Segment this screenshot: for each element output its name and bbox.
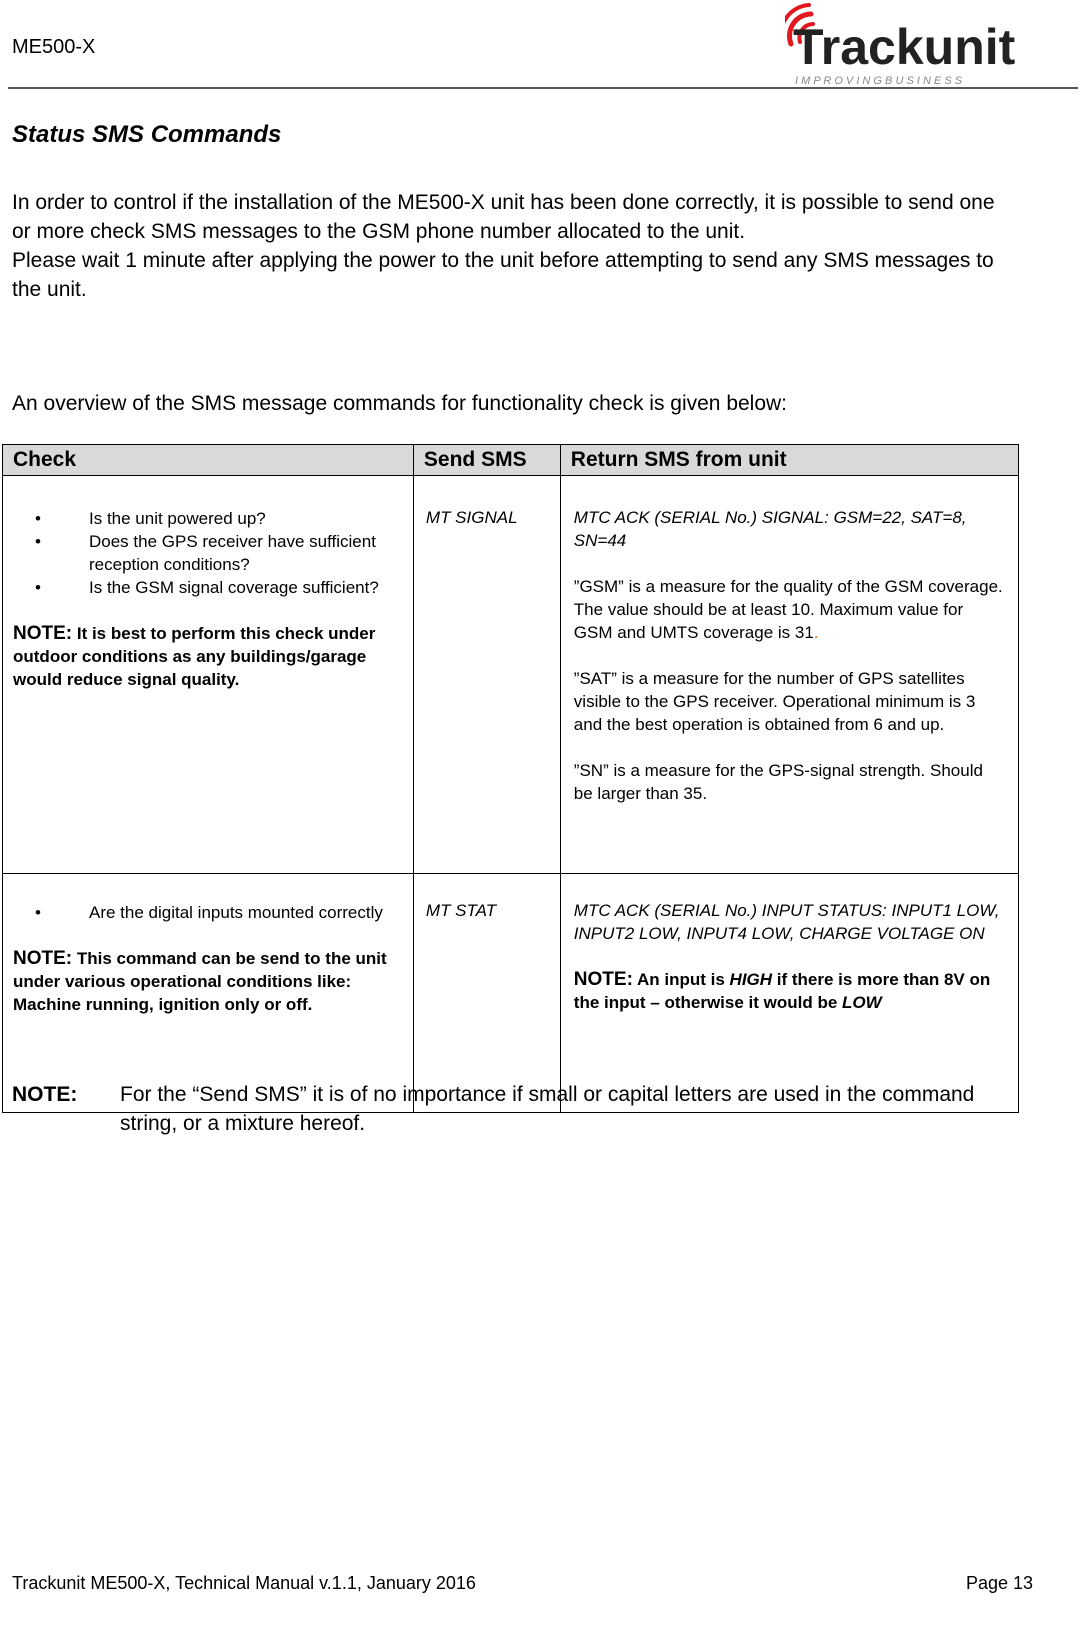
list-item: • Is the GSM signal coverage sufficient? [35,578,379,597]
header-check: Check [3,445,414,476]
return-sms-cell [560,476,1018,874]
send-sms-command: MT STAT [413,874,560,1113]
page-title: Status SMS Commands [12,121,282,148]
page-number: Page 13 [965,1573,1033,1593]
return-command: MTC ACK (SERIAL No.) SIGNAL: GSM=22, SAT=8, SN=44 [573,508,967,550]
footer-document-info: Trackunit ME500-X, Technical Manual v.1.1, January 2016 [12,1573,476,1593]
return-sms-cell [560,874,1018,1113]
check-cell [3,874,414,1113]
sat-description: ”SAT” is a measure for the number of GPS satellites visible to the GPS receiver. Operational minimum is 3 and the best operation is obtained from 6 and up. [573,669,976,734]
gsm-description: ”GSM” is a measure for the quality of the GSM coverage. The value should be at least 10. Maximum value for GSM and UMTS coverage is 31. [573,577,1003,642]
input-note: NOTE: An input is HIGH if there is more than 8V on the input – otherwise it would be LOW [573,969,991,1012]
table-row [3,476,1019,874]
trackunit-logo [785,2,1077,88]
bottom-note [12,1080,1012,1138]
list-item: • Are the digital inputs mounted correctly [35,903,383,922]
return-command: MTC ACK (SERIAL No.) INPUT STATUS: INPUT1 LOW, INPUT2 LOW, INPUT4 LOW, CHARGE VOLTAGE ON [573,901,1000,943]
check-note: NOTE: It is best to perform this check under outdoor conditions as any buildings/garage would reduce signal quality. [13,623,376,689]
table-row [3,874,1019,1113]
intro-text-2: Please wait 1 minute after applying the power to the unit before attempting to send any SMS messages to the unit. [12,249,994,301]
sn-description: ”SN” is a measure for the GPS-signal strength. Should be larger than 35. [573,761,983,803]
overview-paragraph: An overview of the SMS message commands for functionality check is given below: [12,392,788,415]
header-rule [8,87,1078,89]
sms-commands-table [2,444,1019,1113]
document-code: ME500-X [12,36,96,58]
list-item: • Does the GPS receiver have sufficient reception conditions? [35,532,376,574]
table-header-row [3,445,1019,476]
logo-wordmark: Trackunit [793,19,1016,75]
logo-tagline: I M P R O V I N G B U S I N E S S [795,75,963,87]
note-text: For the “Send SMS” it is of no importance if small or capital letters are used in the command string, or a mixture hereof. [120,1083,975,1135]
check-note: NOTE: This command can be send to the unit under various operational conditions like: Machine running, ignition only or off. [13,948,387,1014]
send-sms-command: MT SIGNAL [413,476,560,874]
note-label: NOTE: [12,1083,78,1106]
intro-text-1: In order to control if the installation of the ME500-X unit has been done correctly, it is possible to send one or more check SMS messages to the GSM phone number allocated to the unit. [12,191,995,243]
check-cell [3,476,414,874]
list-item: • Is the unit powered up? [35,509,266,528]
header-send-sms: Send SMS [413,445,560,476]
header-return-sms: Return SMS from unit [560,445,1018,476]
intro-paragraph [12,188,1012,304]
